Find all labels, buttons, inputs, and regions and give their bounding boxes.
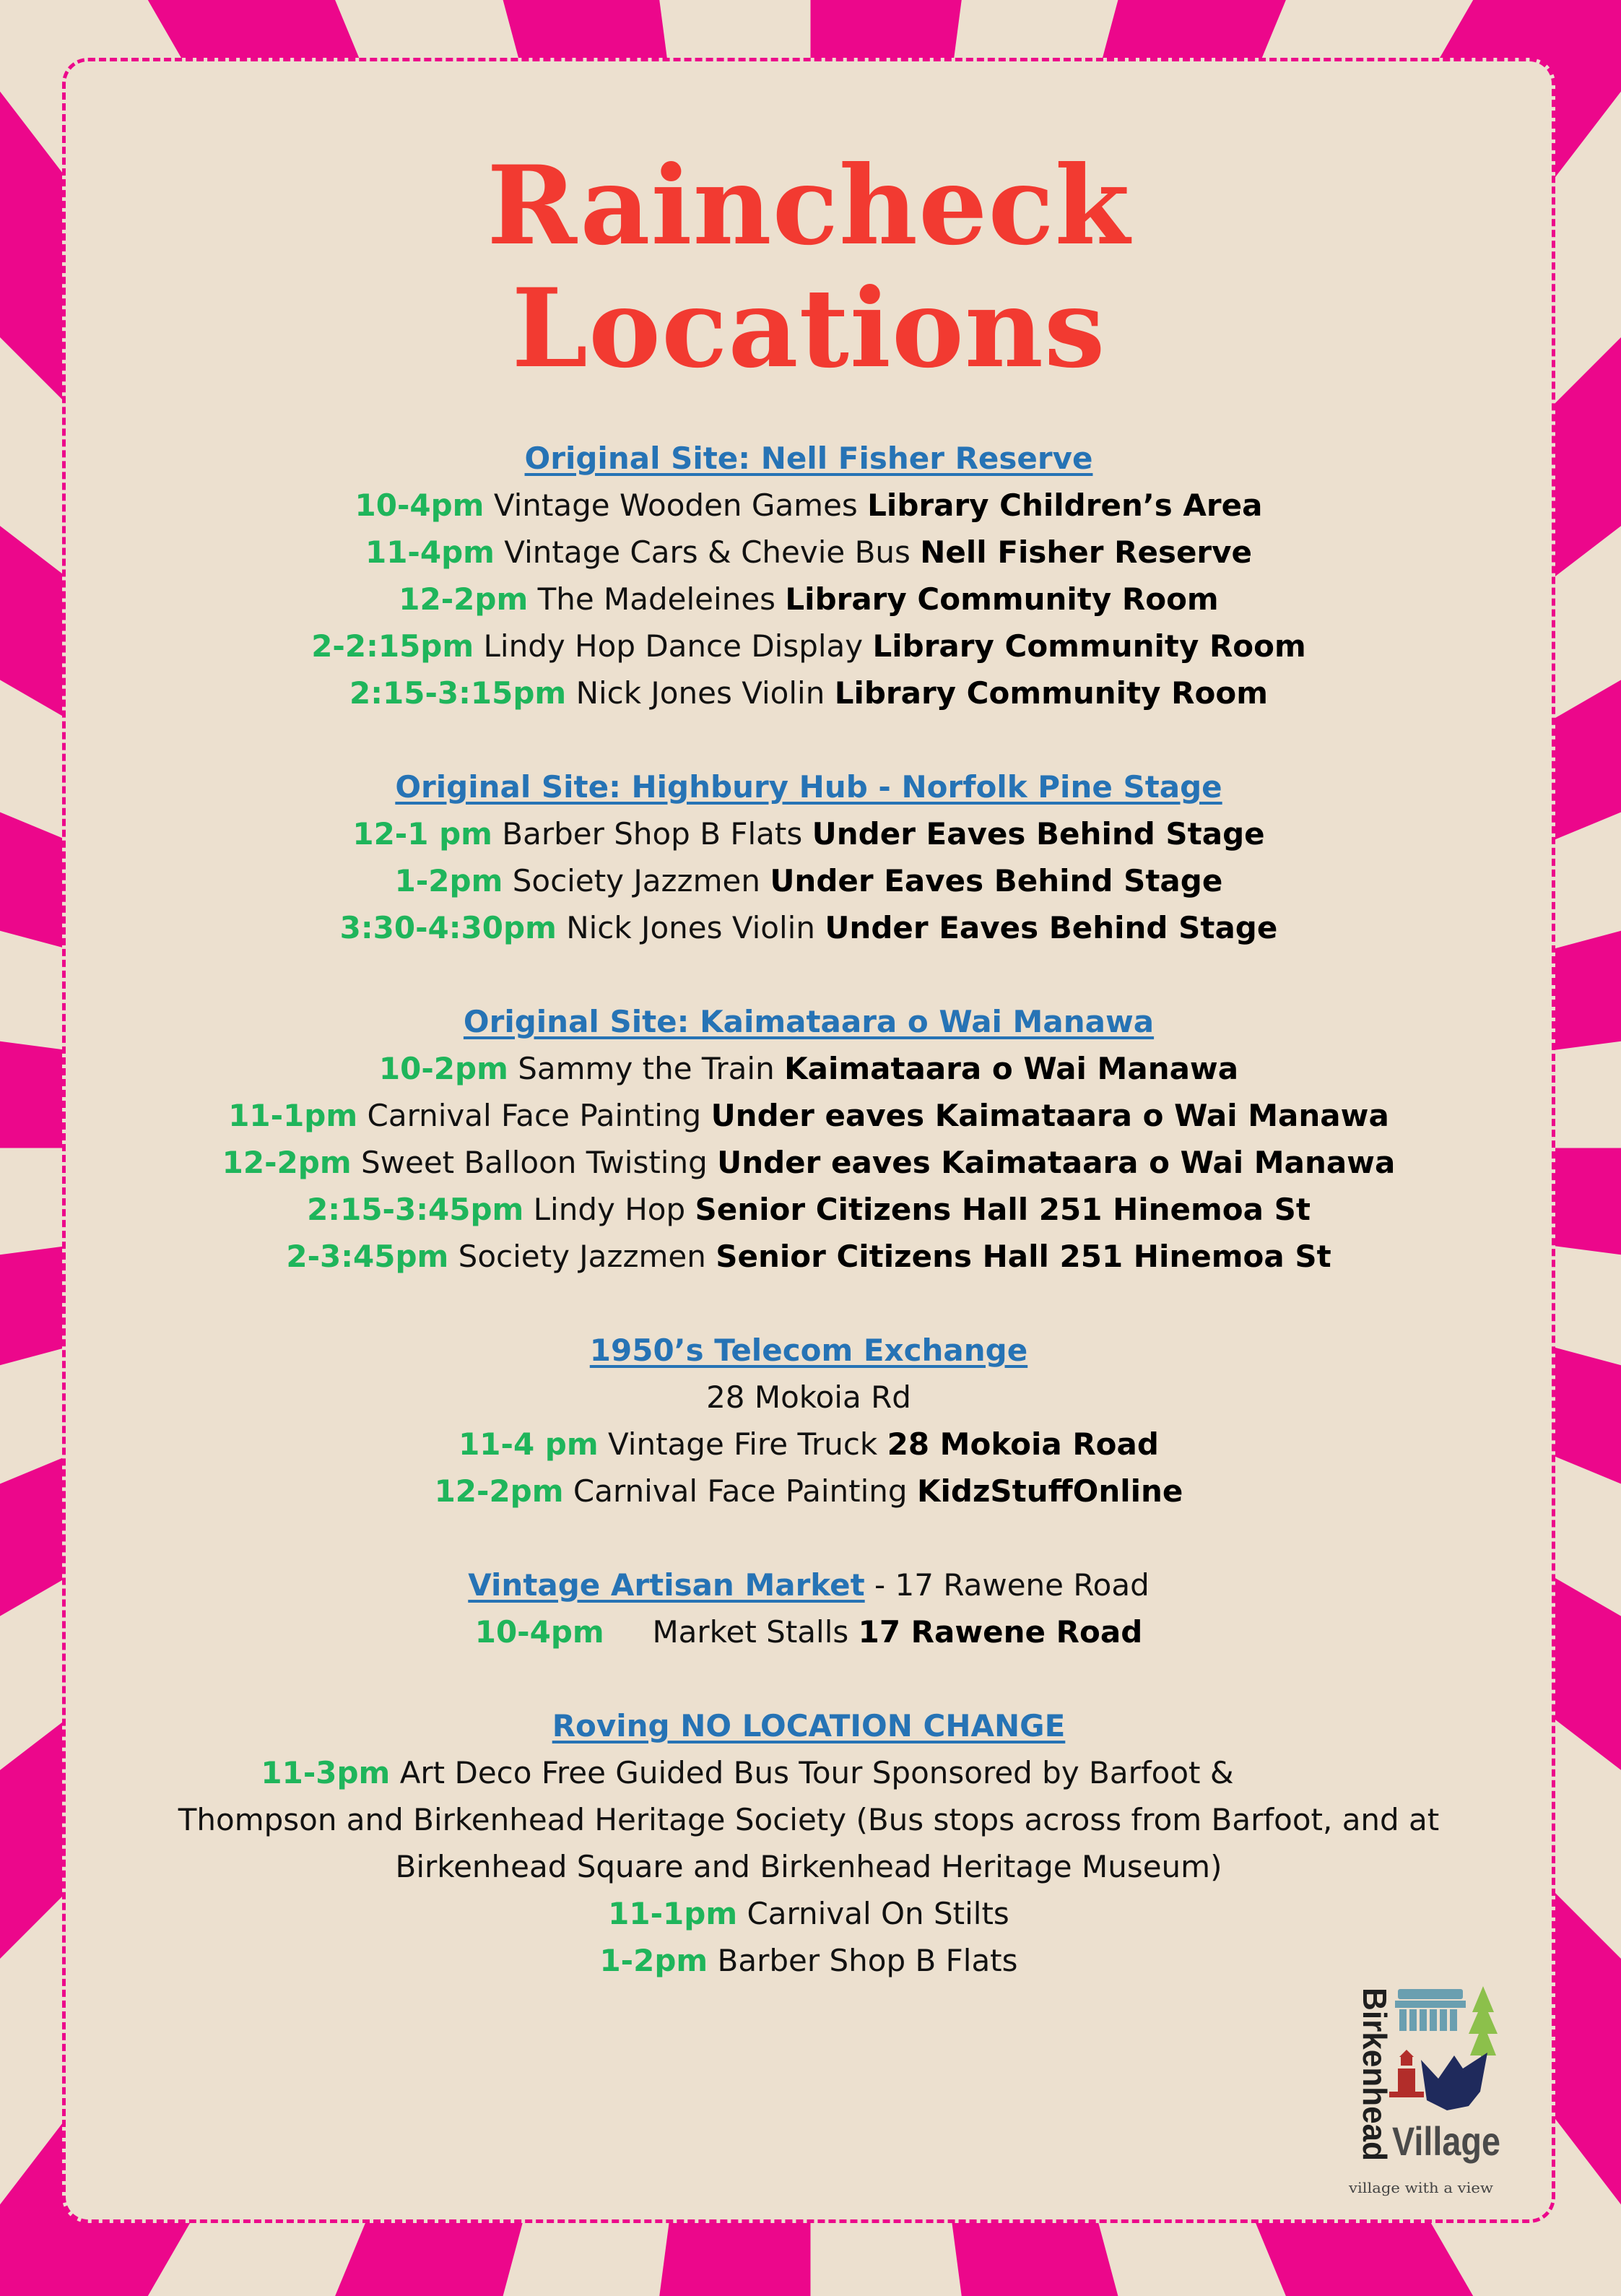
building-icon: [1395, 1989, 1466, 2031]
schedule-row: [62, 623, 1555, 670]
location: Senior Citizens Hall 251 Hinemoa St: [716, 1239, 1331, 1274]
event: Society Jazzmen: [458, 1239, 706, 1274]
tour-row-continued: Birkenhead Square and Birkenhead Heritage Museum): [395, 1849, 1222, 1884]
event: Nick Jones Violin: [575, 675, 825, 711]
schedule-row: [62, 1890, 1555, 1937]
title-line-2: Locations: [511, 265, 1106, 392]
section-address: 28 Mokoia Rd: [706, 1379, 911, 1415]
section-heading-suffix: - 17 Rawene Road: [874, 1567, 1150, 1603]
title-line-1: Raincheck: [487, 142, 1131, 269]
event: Vintage Fire Truck: [607, 1426, 878, 1462]
time: 2:15-3:45pm: [307, 1192, 524, 1227]
location: Nell Fisher Reserve: [920, 534, 1253, 570]
location: Kaimataara o Wai Manawa: [784, 1051, 1239, 1086]
schedule-row: [62, 1186, 1555, 1233]
section-heading: Vintage Artisan Market: [468, 1567, 865, 1603]
schedule-row: [62, 482, 1555, 529]
event: Barber Shop B Flats: [717, 1943, 1018, 1978]
location: Library Children’s Area: [867, 488, 1263, 523]
logo-tagline: village with a view: [1347, 2179, 1493, 2196]
logo-word-birkenhead: Birkenhead: [1356, 1988, 1394, 2169]
time: 10-4pm: [474, 1614, 604, 1650]
time: 12-1 pm: [352, 816, 492, 852]
location: Under Eaves Behind Stage: [825, 910, 1278, 945]
location: Library Community Room: [785, 581, 1219, 617]
event: The Madeleines: [537, 581, 776, 617]
schedule-row: [62, 1045, 1555, 1092]
location: Under Eaves Behind Stage: [770, 863, 1223, 898]
time: 10-2pm: [378, 1051, 508, 1086]
tour-row: [62, 1749, 1555, 1796]
event: Carnival Face Painting: [367, 1098, 702, 1133]
section-artisan-market: [62, 1561, 1555, 1655]
event: Carnival On Stilts: [747, 1896, 1009, 1931]
time: 11-1pm: [608, 1896, 738, 1931]
section-heading: Original Site: Kaimataara o Wai Manawa: [463, 1004, 1155, 1039]
schedule-row: [62, 1233, 1555, 1280]
event: Sammy the Train: [518, 1051, 775, 1086]
location: Under Eaves Behind Stage: [812, 816, 1265, 852]
location: Library Community Room: [872, 628, 1306, 664]
section-heading: Original Site: Highbury Hub - Norfolk Pine Stage: [395, 769, 1222, 805]
page-title: [62, 144, 1555, 390]
time: 3:30-4:30pm: [339, 910, 557, 945]
event: Carnival Face Painting: [573, 1473, 908, 1509]
section-nell-fisher: [62, 435, 1555, 716]
time: 11-1pm: [228, 1098, 358, 1133]
location: Senior Citizens Hall 251 Hinemoa St: [695, 1192, 1311, 1227]
schedule-row: [62, 1421, 1555, 1468]
logo-word-village: Village: [1392, 2118, 1500, 2164]
location: 28 Mokoia Road: [887, 1426, 1159, 1462]
time: 11-4 pm: [459, 1426, 599, 1462]
location: Under eaves Kaimataara o Wai Manawa: [717, 1145, 1396, 1180]
location: KidzStuffOnline: [916, 1473, 1183, 1509]
schedule-row: [62, 1937, 1555, 1984]
schedule-row: [62, 1139, 1555, 1186]
time: 11-4pm: [365, 534, 495, 570]
time: 1-2pm: [599, 1943, 708, 1978]
schedule-row: [62, 857, 1555, 904]
lighthouse-icon: [1389, 2050, 1424, 2097]
event: Vintage Wooden Games: [493, 488, 858, 523]
section-roving: [62, 1702, 1555, 1984]
event: Barber Shop B Flats: [502, 816, 803, 852]
schedule-row: [62, 810, 1555, 857]
schedule-row: [62, 1092, 1555, 1139]
time: 12-2pm: [399, 581, 529, 617]
schedule-row: [62, 529, 1555, 576]
time: 2-2:15pm: [311, 628, 474, 664]
section-highbury-hub: [62, 763, 1555, 951]
section-heading: Roving NO LOCATION CHANGE: [552, 1708, 1066, 1743]
schedule-row: [62, 670, 1555, 716]
section-heading: Original Site: Nell Fisher Reserve: [524, 441, 1093, 476]
location: Under eaves Kaimataara o Wai Manawa: [710, 1098, 1389, 1133]
schedule-row: [62, 904, 1555, 951]
event: Sweet Balloon Twisting: [360, 1145, 708, 1180]
pine-tree-icon: [1469, 1986, 1498, 2064]
tour-row-continued: Thompson and Birkenhead Heritage Society (Bus stops across from Barfoot, and at: [178, 1802, 1440, 1837]
location: 17 Rawene Road: [858, 1614, 1143, 1650]
time: 12-2pm: [222, 1145, 352, 1180]
bird-icon: [1421, 2053, 1487, 2110]
time: 11-3pm: [261, 1755, 391, 1790]
time: 12-2pm: [434, 1473, 564, 1509]
event: Lindy Hop Dance Display: [483, 628, 864, 664]
section-kaimataara: [62, 998, 1555, 1280]
time: 10-4pm: [355, 488, 484, 523]
schedule: [62, 435, 1555, 1984]
schedule-row: [62, 576, 1555, 623]
event: Lindy Hop: [533, 1192, 686, 1227]
birkenhead-village-logo: [1346, 1983, 1505, 2200]
location: Library Community Room: [834, 675, 1268, 711]
time: 2:15-3:15pm: [349, 675, 567, 711]
poster-content: [62, 144, 1555, 1984]
section-telecom-exchange: [62, 1327, 1555, 1515]
schedule-row: [62, 1608, 1555, 1655]
time: 2-3:45pm: [286, 1239, 449, 1274]
time: 1-2pm: [394, 863, 503, 898]
event: Art Deco Free Guided Bus Tour Sponsored by Barfoot &: [399, 1755, 1234, 1790]
section-heading: 1950’s Telecom Exchange: [589, 1333, 1028, 1368]
schedule-row: [62, 1468, 1555, 1515]
event: Society Jazzmen: [512, 863, 760, 898]
event: Market Stalls: [652, 1614, 849, 1650]
event: Nick Jones Violin: [566, 910, 815, 945]
event: Vintage Cars & Chevie Bus: [504, 534, 911, 570]
